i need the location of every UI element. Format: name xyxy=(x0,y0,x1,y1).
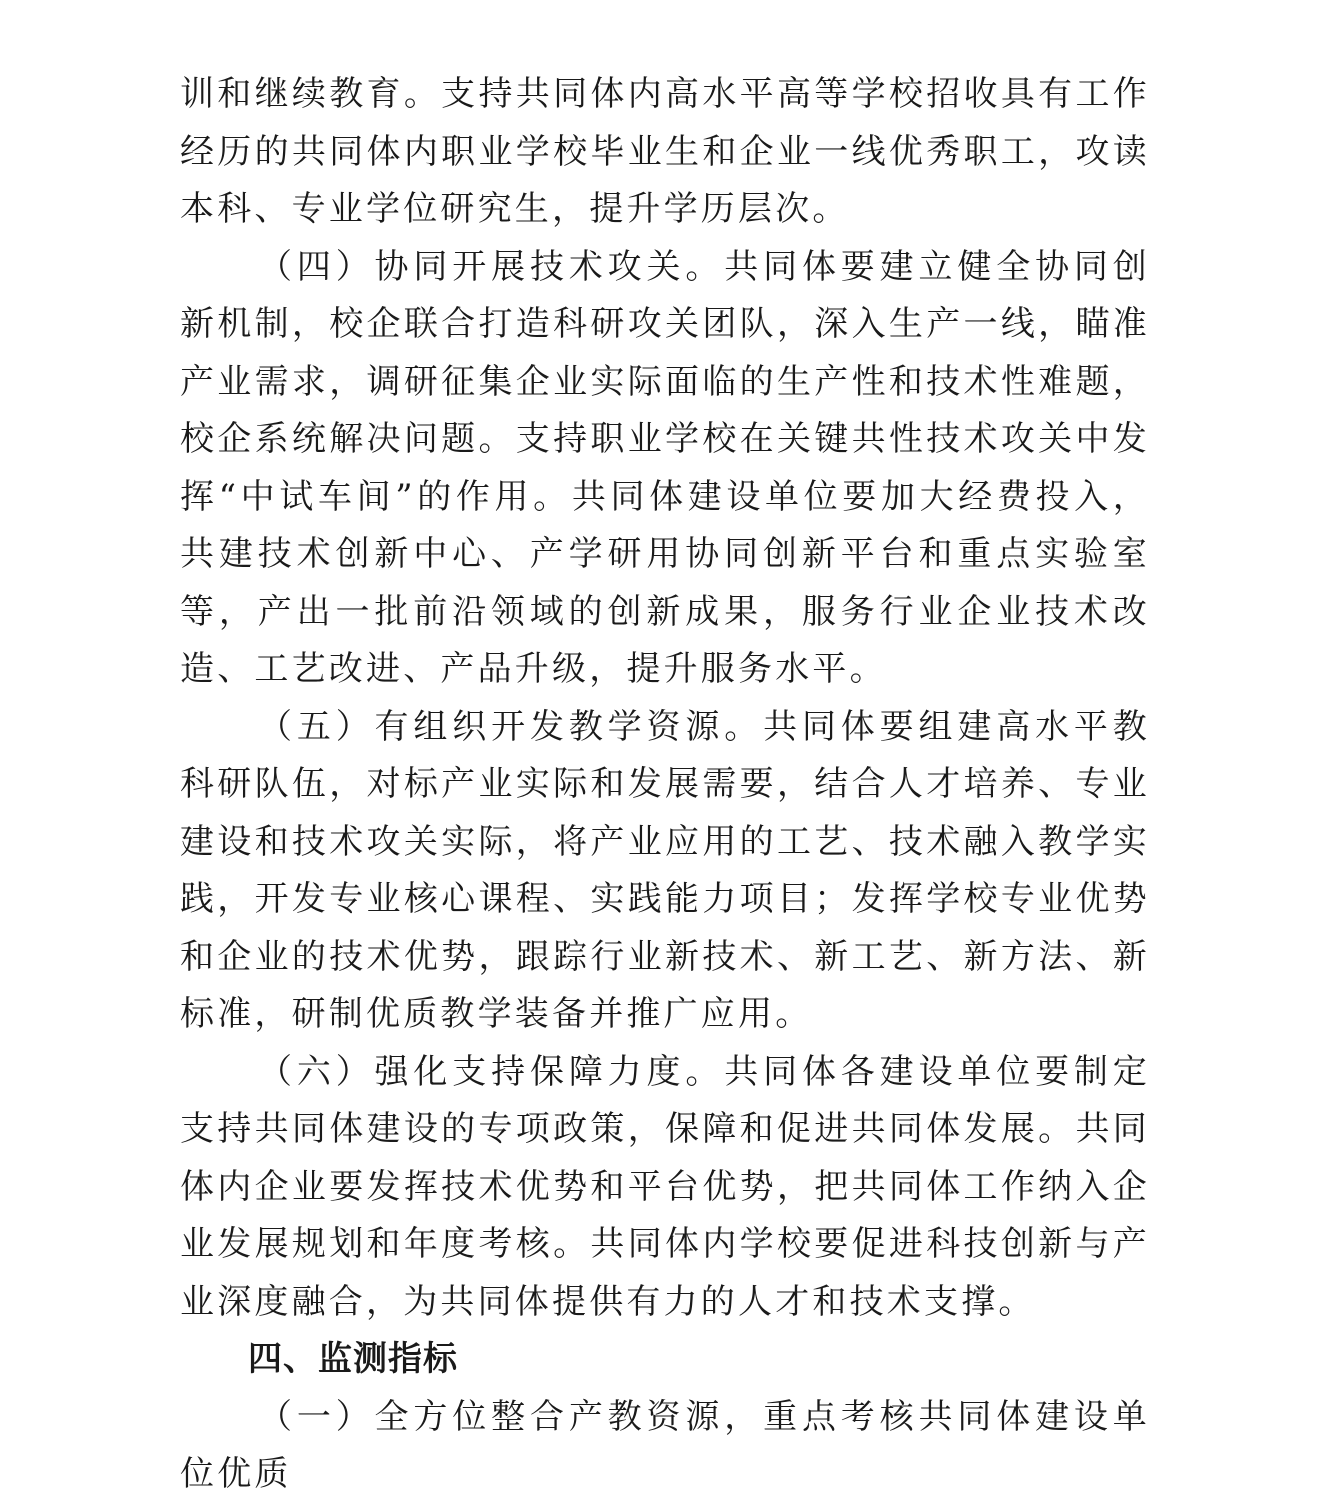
paragraph-teaching-resources: （五）有组织开发教学资源。共同体要组建高水平教科研队伍，对标产业实际和发展需要，结合人才培养、专业建设和技术攻关实际，将产业应用的工艺、技术融入教学实践，开发专业核心课程、实践能力项目；发挥学校专业优势和企业的技术优势，跟踪行业新技术、新工艺、新方法、新标准，研制优质教学装备并推广应用。 xyxy=(180,706,1150,1034)
paragraph-support-guarantee: （六）强化支持保障力度。共同体各建设单位要制定支持共同体建设的专项政策，保障和促进共同体发展。共同体内企业要发挥技术优势和平台优势，把共同体工作纳入企业发展规划和年度考核。共同体内学校要促进科技创新与产业深度融合，为共同体提供有力的人才和技术支撑。 xyxy=(180,1051,1150,1322)
paragraph-technical-research: （四）协同开展技术攻关。共同体要建立健全协同创新机制，校企联合打造科研攻关团队，深入生产一线，瞄准产业需求，调研征集企业实际面临的生产性和技术性难题，校企系统解决问题。支持职业学校在关键共性技术攻关中发挥“中试车间”的作用。共同体建设单位要加大经费投入，共建技术创新中心、产学研用协同创新平台和重点实验室等，产出一批前沿领域的创新成果，服务行业企业技术改造、工艺改进、产品升级，提升服务水平。 xyxy=(180,246,1150,689)
paragraph-monitoring-first: （一）全方位整合产教资源，重点考核共同体建设单位优质 xyxy=(180,1396,1150,1494)
document-page xyxy=(180,66,1150,1504)
paragraph-continuation: 训和继续教育。支持共同体内高水平高等学校招收具有工作经历的共同体内职业学校毕业生和企业一线优秀职工，攻读本科、专业学位研究生，提升学历层次。 xyxy=(180,74,1150,229)
section-heading: 四、监测指标 xyxy=(248,1339,458,1379)
